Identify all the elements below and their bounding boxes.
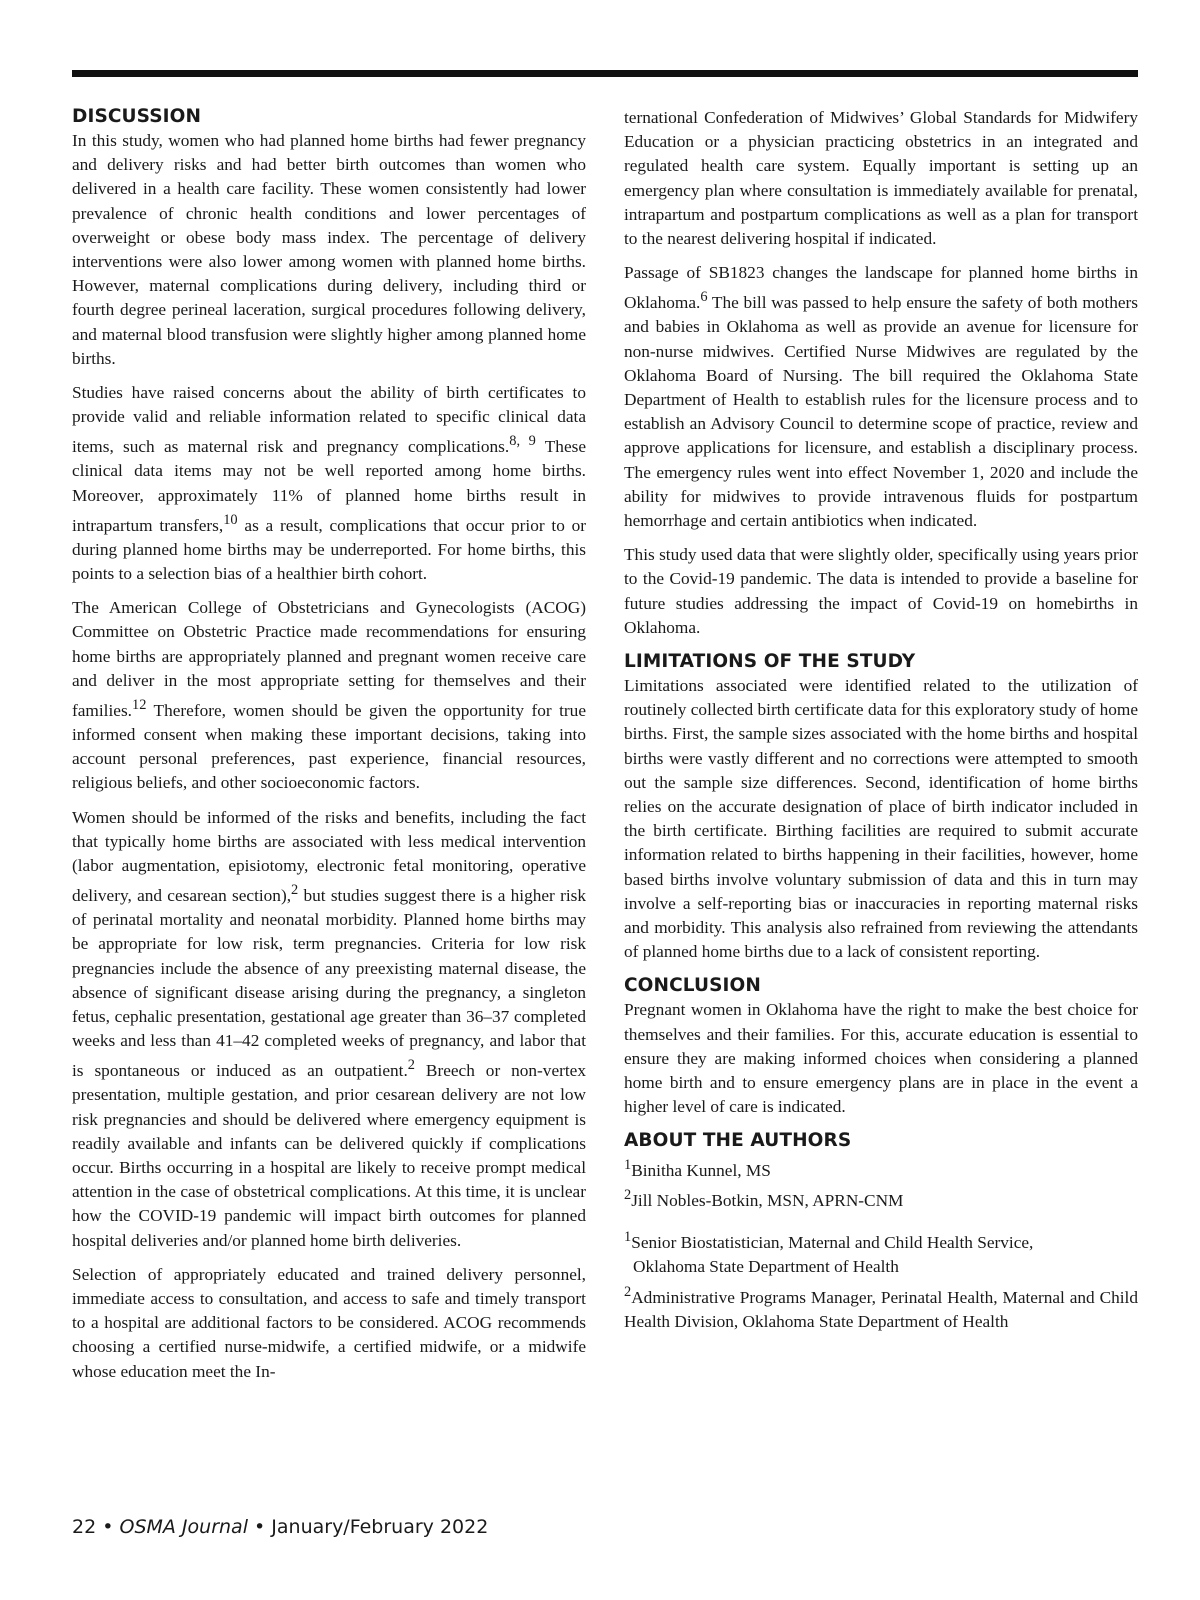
limitations-paragraph: Limitations associated were identified related to the utilization of routinely collected birth certificate data for this exploratory study of home births. First, the sample sizes associated with the home births and hospital births were vastly different and no corrections were attempted to smooth out the sample size differences. Second, identification of home births relies on the accurate designation of place of birth indicator included in the birth certificate. Birthing facilities are required to submit accurate information related to births happening in their facilities, however, home based births involve voluntary submission of data and this in turn may involve a self-reporting bias or inaccuracies in reporting maternal risks and morbidity. This analysis also refrained from reviewing the attendants of planned home births due to a lack of consistent reporting. [624,676,1138,962]
discussion-paragraph-4: Women should be informed of the risks and benefits, including the fact that typically home births are associated with less medical intervention (labor augmentation, episiotomy, electronic fetal monitoring, operative delivery, and cesarean section),$^2$ but studies suggest there is a higher risk of perinatal mortality and neonatal morbidity. Planned home births may be appropriate for low risk, term pregnancies. Criteria for low risk pregnancies include the absence of any preexisting maternal disease, the absence of significant disease arising during the pregnancy, a singleton fetus, cephalic presentation, gestational age greater than 36–37 completed weeks and less than 41–42 completed weeks of pregnancy, and labor that is spontaneous or induced as an outpatient.$^2$ Breech or non-vertex presentation, multiple gestation, and prior cesarean delivery are not low risk pregnancies and should be delivered where emergency equipment is readily available and infants can be delivered quickly if complications occur. Births occurring in a hospital are likely to receive prompt medical attention in the case of obstetrical complications. At this time, it is unclear how the COVID-19 pandemic will impact birth outcomes for planned hospital deliveries and/or planned home birth deliveries. [72,807,586,1250]
citation-superscript: 2 [291,882,299,899]
author-1: $^1$Binitha Kunnel, MS [624,1157,771,1181]
right-column [624,103,1138,1334]
page-footer: 22 • OSMA Journal • January/February 2022 [72,1516,489,1538]
citation-superscript: 2 [407,1057,415,1074]
discussion-paragraph-1: In this study, women who had planned home births had fewer pregnancy and delivery risks and had better birth outcomes than women who delivered in a health care facility. These women consistently had lower prevalence of chronic health conditions and lower percentages of overweight or obese body mass index. The percentage of delivery interventions were also lower among women with planned home births. However, maternal complications during delivery, including third or fourth degree perineal laceration, surgical procedures following delivery, and maternal blood transfusion were slightly higher among planned home births. [72,131,586,368]
discussion-heading: DISCUSSION [72,106,202,127]
conclusion-paragraph: Pregnant women in Oklahoma have the right to make the best choice for themselves and their families. For this, accurate education is essential to ensure they are making informed choices when considering a planned home birth and to ensure emergency plans are in place in the event a higher level of care is indicated. [624,1000,1138,1117]
top-rule [72,70,1138,77]
page-number: 22 [72,1516,97,1538]
affiliation-1: $^1$Senior Biostatistician, Maternal and Child Health Service, Oklahoma State Department of Health [624,1229,1034,1277]
issue-date: January/February 2022 [271,1516,489,1538]
citation-superscript: 10 [223,511,238,528]
left-column [72,103,586,1394]
discussion-paragraph-2: Studies have raised concerns about the ability of birth certificates to provide valid and reliable information related to specific clinical data items, such as maternal risk and pregnancy complications.$^{8, 9}$ These clinical data items may not be well reported among home births. Moreover, approximately 11% of planned home births result in intrapartum transfers,$^{10}$ as a result, complications that occur prior to or during planned home births may be underreported. For home births, this points to a selection bias of a healthier birth cohort. [72,383,587,583]
citation-superscript: 12 [132,697,147,713]
authors-heading: ABOUT THE AUTHORS [624,1130,852,1152]
author-2: $^2$Jill Nobles-Botkin, MSN, APRN-CNM [624,1187,904,1211]
discussion-paragraph-5-continued: ternational Confederation of Midwives’ Global Standards for Midwifery Education or a physician practicing obstetrics in an integrated and regulated health care system. Equally important is setting up an emergency plan where consultation is immediately available for prenatal, intrapartum and postpartum complications as well as a plan for transport to the nearest delivering hospital if indicated. [624,108,1138,249]
citation-superscript: 8, 9 [509,433,536,450]
discussion-paragraph-6: Passage of SB1823 changes the landscape for planned home births in Oklahoma.$^6$ The bill was passed to help ensure the safety of both mothers and babies in Oklahoma as well as provide an avenue for licensure for non-nurse midwives. Certified Nurse Midwives are regulated by the Oklahoma Board of Nursing. The bill required the Oklahoma State Department of Health to establish rules for the licensure process and to establish an Advisory Council to determine scope of practice, review and approve applications for licensure, and establish a disciplinary process. The emergency rules went into effect November 1, 2020 and include the ability for midwives to provide intravenous fluids for postpartum hemorrhage and certain antibiotics when indicated. [624,263,1138,531]
journal-name: OSMA Journal [119,1516,248,1538]
affiliation-2: $^2$Administrative Programs Manager, Perinatal Health, Maternal and Child Health Division, Oklahoma State Department of Health [624,1283,1138,1331]
limitations-heading: LIMITATIONS OF THE STUDY [624,651,916,673]
discussion-paragraph-3: The American College of Obstetricians and Gynecologists (ACOG) Committee on Obstetric Practice made recommendations for ensuring home births are appropriately planned and pregnant women receive care and deliver in the most appropriate setting for themselves and their families.$^{12}$ Therefore, women should be given the opportunity for true informed consent when making these important decisions, taking into account personal preferences, past experience, financial resources, religious beliefs, and other socioeconomic factors. [72,598,586,793]
citation-superscript: 6 [700,289,708,306]
discussion-paragraph-7: This study used data that were slightly older, specifically using years prior to the Covid-19 pandemic. The data is intended to provide a baseline for future studies addressing the impact of Covid-19 on homebirths in Oklahoma. [624,545,1138,637]
discussion-paragraph-5: Selection of appropriately educated and trained delivery personnel, immediate access to consultation, and access to safe and timely transport to a hospital are additional factors to be considered. ACOG recommends choosing a certified nurse-midwife, a certified midwife, or a midwife whose education meet the In- [72,1264,586,1381]
conclusion-heading: CONCLUSION [624,975,761,997]
